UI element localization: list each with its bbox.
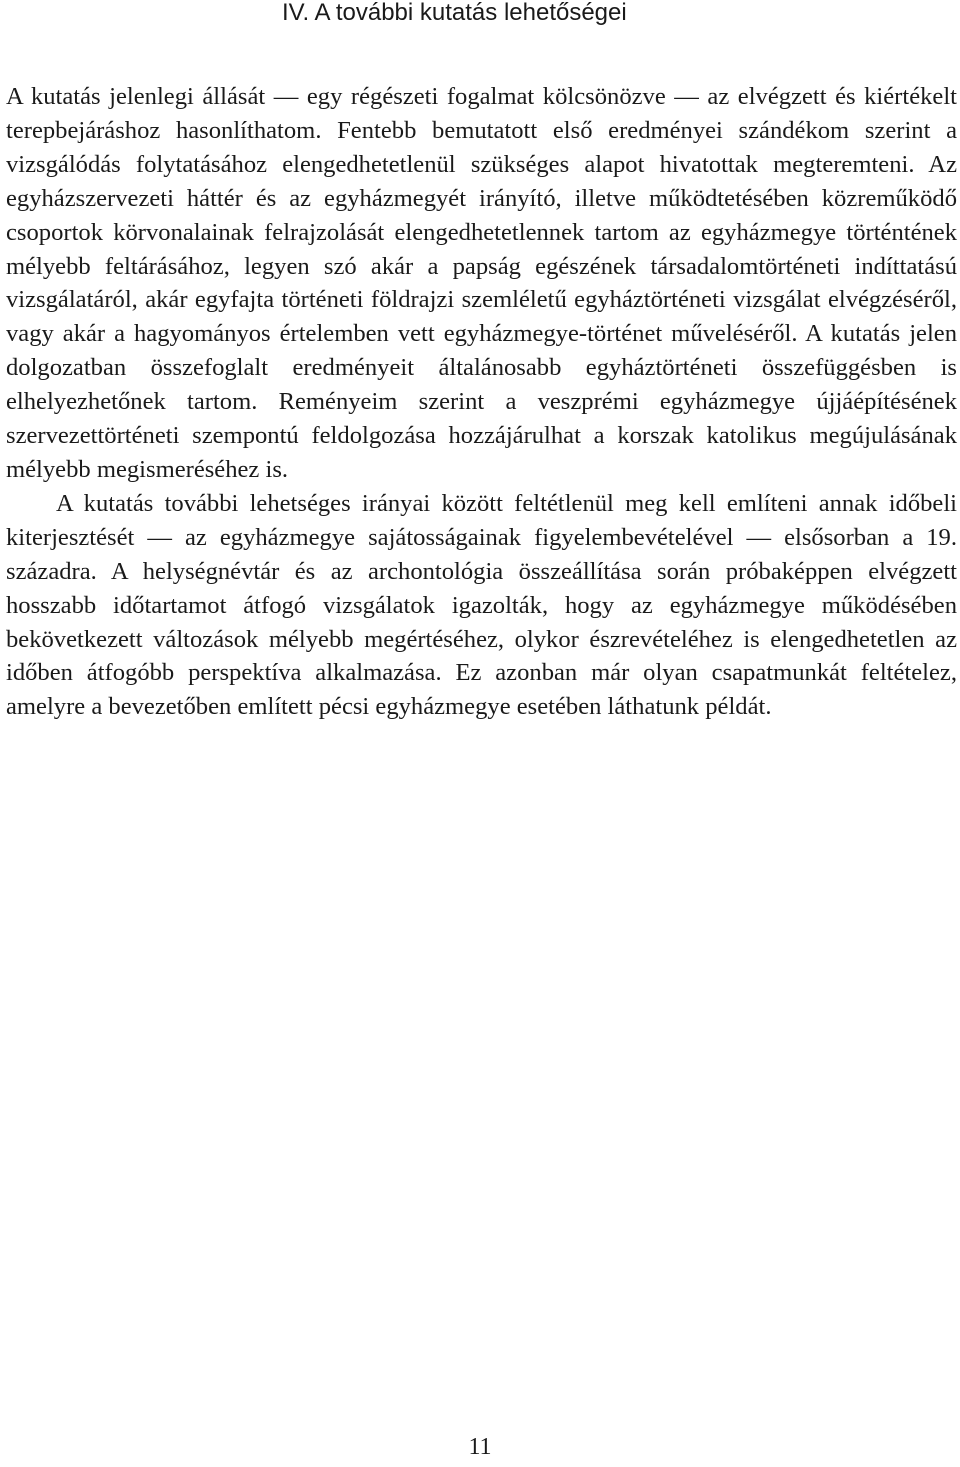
body-text bbox=[6, 80, 957, 724]
page-number: 11 bbox=[468, 1434, 492, 1460]
paragraph-2: A kutatás további lehetséges irányai között feltétlenül meg kell említeni annak időbeli kiterjesztését — az egyházmegye sajátosságainak figyelembevételével — elsősorban a 19. századra. A helységnévtár és az archontológia összeállítása során próbaképpen elvégzett hosszabb időtartamot átfogó vizsgálatok igazolták, hogy az egyházmegye működésében bekövetkezett változások mélyebb megértéséhez, olykor észrevételéhez is elengedhetetlen az időben átfogóbb perspektíva alkalmazása. Ez azonban már olyan csapatmunkát feltételez, amelyre a bevezetőben említett pécsi egyházmegye esetében láthatunk példát. bbox=[6, 489, 957, 721]
section-heading: IV. A további kutatás lehetőségei bbox=[282, 0, 627, 26]
paragraph-1: A kutatás jelenlegi állását — egy régészeti fogalmat kölcsönözve — az elvégzett és kiértékelt terepbejáráshoz hasonlíthatom. Fentebb bemutatott első eredményei szándékom szerint a vizsgálódás folytatásához elengedhetetlenül szükséges alapot hivatottak megteremteni. Az egyházszervezeti háttér és az egyházmegyét irányító, illetve működtetésében közreműködő csoportok körvonalainak felrajzolását elengedhetetlennek tartom az egyházmegye történtének mélyebb feltárásához, legyen szó akár a papság egészének társadalomtörténeti indíttatású vizsgálatáról, akár egyfajta történeti földrajzi szemléletű egyháztörténeti vizsgálat elvégzéséről, vagy akár a hagyományos értelemben vett egyházmegye-történet műveléséről. A kutatás jelen dolgozatban összefoglalt eredményeit általánosabb egyháztörténeti összefüggésben is elhelyezhetőnek tartom. Reményeim szerint a veszprémi egyházmegye újjáépítésének szervezettörténeti szempontú feldolgozása hozzájárulhat a korszak katolikus megújulásának mélyebb megismeréséhez is. bbox=[6, 83, 957, 483]
